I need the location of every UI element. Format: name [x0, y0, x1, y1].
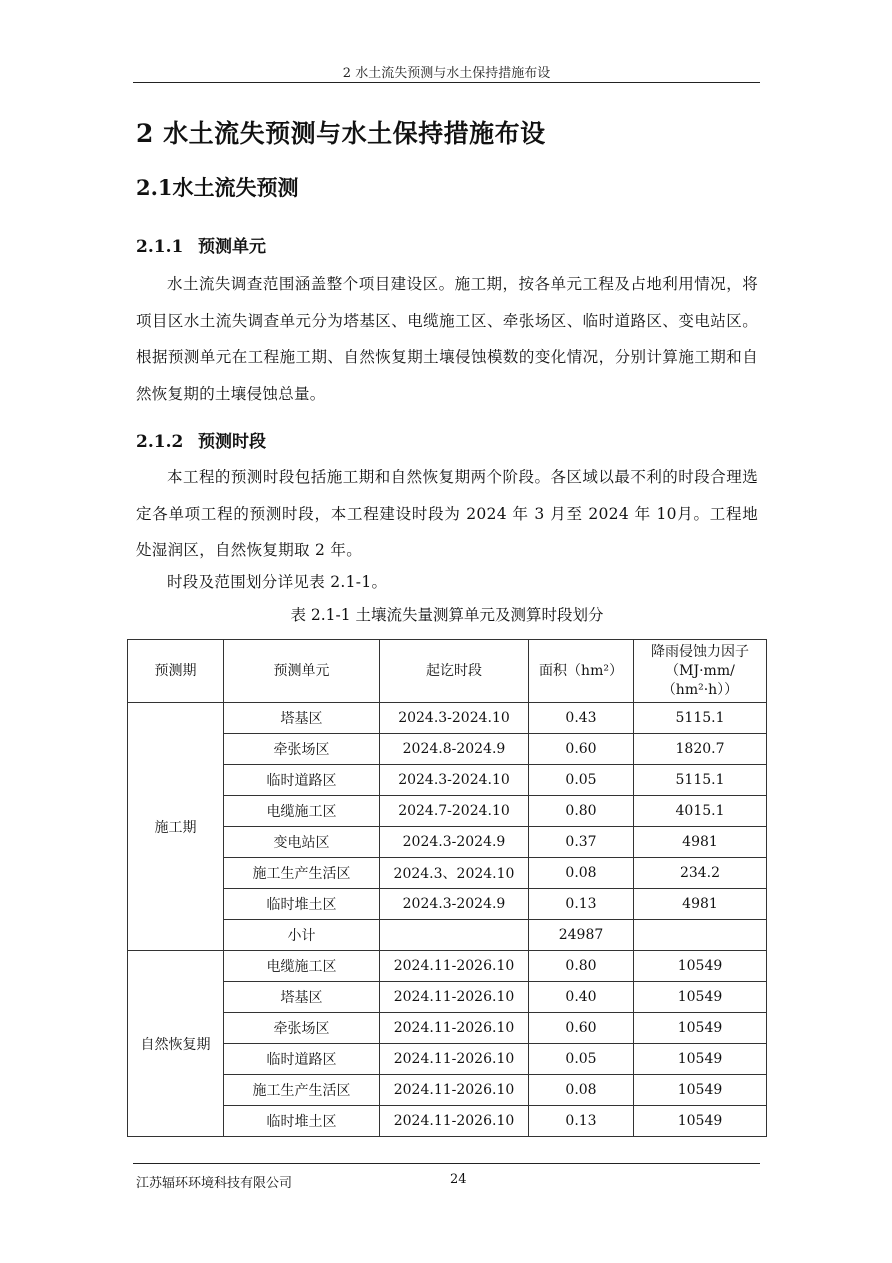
unit-cell: 临时道路区	[224, 1044, 380, 1075]
page-number: 24	[450, 1172, 467, 1187]
factor-cell: 234.2	[634, 858, 767, 889]
area-cell: 0.80	[529, 951, 634, 982]
factor-cell: 1820.7	[634, 734, 767, 765]
table-caption: 表 2.1-1 土壤流失量测算单元及测算时段划分	[290, 606, 604, 624]
time-cell: 2024.3-2024.9	[380, 827, 529, 858]
period-cell: 自然恢复期	[128, 951, 224, 1137]
unit-cell: 变电站区	[224, 827, 380, 858]
time-cell: 2024.3、2024.10	[380, 858, 529, 889]
unit-cell: 施工生产生活区	[224, 858, 380, 889]
subsection-number: 2.1.2	[136, 432, 184, 452]
section-title: 2.1水土流失预测	[136, 175, 299, 200]
area-cell: 0.08	[529, 1075, 634, 1106]
factor-cell: 5115.1	[634, 765, 767, 796]
header-unit: 预测单元	[224, 640, 380, 703]
table-row	[128, 951, 767, 982]
area-cell: 0.37	[529, 827, 634, 858]
area-cell: 0.13	[529, 889, 634, 920]
area-cell: 24987	[529, 920, 634, 951]
factor-cell: 10549	[634, 1044, 767, 1075]
unit-cell: 施工生产生活区	[224, 1075, 380, 1106]
table-row	[128, 734, 767, 765]
header-period: 预测期	[128, 640, 224, 703]
area-cell: 0.40	[529, 982, 634, 1013]
header-rule	[133, 82, 760, 83]
table-row	[128, 765, 767, 796]
area-cell: 0.08	[529, 858, 634, 889]
table-row	[128, 703, 767, 734]
unit-cell: 牵张场区	[224, 1013, 380, 1044]
time-cell: 2024.11-2026.10	[380, 982, 529, 1013]
time-cell: 2024.11-2026.10	[380, 1013, 529, 1044]
table-row	[128, 1044, 767, 1075]
area-cell: 0.80	[529, 796, 634, 827]
header-area: 面积（hm²）	[529, 640, 634, 703]
subsection-title-prediction-period	[136, 427, 266, 452]
table-row-subtotal	[128, 920, 767, 951]
area-cell: 0.05	[529, 1044, 634, 1075]
area-cell: 0.43	[529, 703, 634, 734]
prediction-table	[127, 639, 767, 1137]
area-cell: 0.13	[529, 1106, 634, 1137]
factor-cell: 10549	[634, 1075, 767, 1106]
factor-cell: 10549	[634, 1013, 767, 1044]
chapter-title: 2 水土流失预测与水土保持措施布设	[136, 119, 546, 148]
area-cell: 0.05	[529, 765, 634, 796]
unit-cell: 临时道路区	[224, 765, 380, 796]
paragraph-prediction-unit: 水土流失调查范围涵盖整个项目建设区。施工期，按各单元工程及占地利用情况，将项目区水土流失调查单元分为塔基区、电缆施工区、牵张场区、临时道路区、变电站区。根据预测单元在工程施工期、自然恢复期土壤侵蚀模数的变化情况，分别计算施工期和自然恢复期的土壤侵蚀总量。	[136, 275, 758, 403]
factor-cell: 4981	[634, 889, 767, 920]
table-row	[128, 889, 767, 920]
time-cell: 2024.11-2026.10	[380, 951, 529, 982]
time-cell: 2024.8-2024.9	[380, 734, 529, 765]
subsection-title-prediction-unit	[136, 232, 266, 257]
area-cell: 0.60	[529, 1013, 634, 1044]
factor-cell: 10549	[634, 951, 767, 982]
area-cell: 0.60	[529, 734, 634, 765]
table-row	[128, 1013, 767, 1044]
unit-cell: 电缆施工区	[224, 796, 380, 827]
table-header-row	[128, 640, 767, 703]
unit-cell: 电缆施工区	[224, 951, 380, 982]
header-time-span: 起讫时段	[380, 640, 529, 703]
footer-rule	[133, 1163, 760, 1164]
paragraph-prediction-period: 本工程的预测时段包括施工期和自然恢复期两个阶段。各区域以最不利的时段合理选定各单项工程的预测时段，本工程建设时段为 2024 年 3 月至 2024 年 10月。工程地处湿润区，自然恢复期取 2 年。	[136, 468, 758, 559]
table-row	[128, 1075, 767, 1106]
header-erosivity-factor: 降雨侵蚀力因子（MJ·mm/（hm²·h））	[634, 640, 767, 703]
factor-cell: 10549	[634, 982, 767, 1013]
unit-cell: 小计	[224, 920, 380, 951]
time-cell: 2024.3-2024.10	[380, 703, 529, 734]
table-row	[128, 827, 767, 858]
table-row	[128, 982, 767, 1013]
unit-cell: 临时堆土区	[224, 889, 380, 920]
running-header: 2 水土流失预测与水土保持措施布设	[342, 66, 551, 81]
footer-company: 江苏辐环环境科技有限公司	[136, 1176, 293, 1191]
unit-cell: 塔基区	[224, 703, 380, 734]
time-cell: 2024.7-2024.10	[380, 796, 529, 827]
table-row	[128, 796, 767, 827]
paragraph-table-reference: 时段及范围划分详见表 2.1-1。	[167, 573, 388, 591]
unit-cell: 塔基区	[224, 982, 380, 1013]
factor-cell: 4981	[634, 827, 767, 858]
time-cell: 2024.11-2026.10	[380, 1106, 529, 1137]
factor-cell: 4015.1	[634, 796, 767, 827]
factor-cell: 10549	[634, 1106, 767, 1137]
time-cell: 2024.3-2024.10	[380, 765, 529, 796]
subsection-title-text: 预测单元	[198, 237, 266, 257]
factor-cell: 5115.1	[634, 703, 767, 734]
unit-cell: 牵张场区	[224, 734, 380, 765]
factor-cell	[634, 920, 767, 951]
time-cell: 2024.11-2026.10	[380, 1044, 529, 1075]
table-row	[128, 858, 767, 889]
subsection-title-text: 预测时段	[198, 432, 266, 452]
period-cell: 施工期	[128, 703, 224, 951]
subsection-number: 2.1.1	[136, 237, 184, 257]
time-cell: 2024.11-2026.10	[380, 1075, 529, 1106]
table-row	[128, 1106, 767, 1137]
time-cell	[380, 920, 529, 951]
time-cell: 2024.3-2024.9	[380, 889, 529, 920]
unit-cell: 临时堆土区	[224, 1106, 380, 1137]
